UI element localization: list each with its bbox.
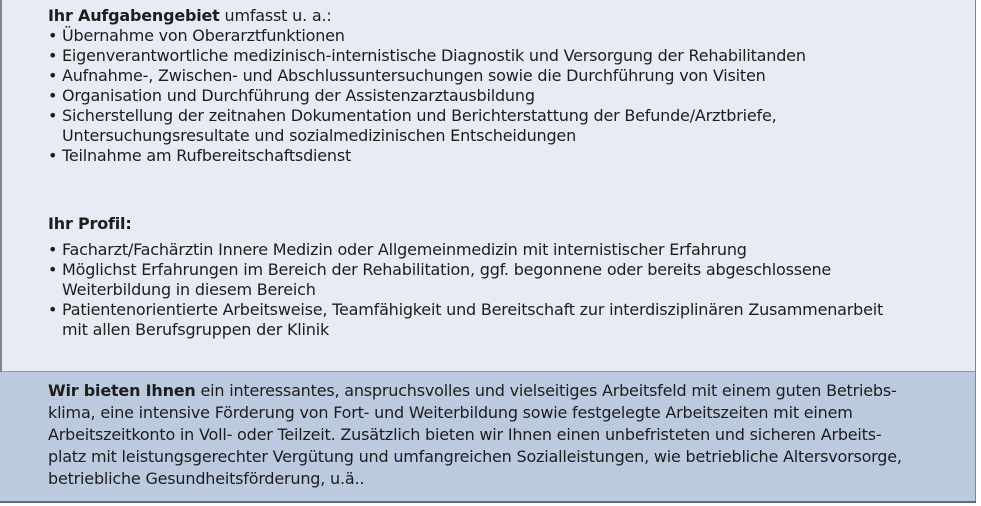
offer-line: klima, eine intensive Förderung von Fort- und Weiterbildung sowie festgelegte Arbeitszeiten mit einem (48, 403, 853, 422)
list-item (48, 260, 883, 300)
bullet-icon: • (48, 46, 58, 65)
list-item-line: Teilnahme am Rufbereitschaftsdienst (62, 146, 352, 165)
list-item-line: Übernahme von Oberarztfunktionen (62, 26, 345, 45)
bullet-icon: • (48, 240, 58, 259)
list-item (48, 146, 806, 166)
list-item-line: Organisation und Durchführung der Assistenzarztausbildung (62, 86, 535, 105)
list-item-line: Untersuchungsresultate und sozialmedizinischen Entscheidungen (62, 126, 577, 145)
list-item-line: Eigenverantwortliche medizinisch-internistische Diagnostik und Versorgung der Rehabilitanden (62, 46, 806, 65)
list-item-line: Aufnahme-, Zwischen- und Abschlussuntersuchungen sowie die Durchführung von Visiten (62, 66, 766, 85)
tasks-heading-rest: umfasst u. a.: (219, 6, 332, 25)
list-item (48, 86, 806, 106)
list-item-line: Patientenorientierte Arbeitsweise, Teamfähigkeit und Bereitschaft zur interdisziplinären Zusammenarbeit (62, 300, 884, 319)
profile-list (48, 240, 883, 340)
panel-left-border (0, 0, 2, 372)
list-item-line: Möglichst Erfahrungen im Bereich der Rehabilitation, ggf. begonnene oder bereits abgeschlossene (62, 260, 832, 279)
list-item (48, 26, 806, 46)
offer-line (48, 380, 940, 402)
list-item (48, 66, 806, 86)
list-item (48, 240, 883, 260)
list-item-line: mit allen Berufsgruppen der Klinik (62, 320, 330, 339)
offer-bold: Wir bieten Ihnen (48, 381, 196, 400)
tasks-heading (48, 6, 332, 26)
bullet-icon: • (48, 146, 58, 165)
tasks-list (48, 26, 806, 166)
offer-line-text: ein interessantes, anspruchsvolles und vielseitiges Arbeitsfeld mit einem guten Betriebs- (195, 381, 897, 400)
bullet-icon: • (48, 300, 58, 319)
tasks-heading-bold: Ihr Aufgabengebiet (48, 6, 220, 25)
list-item (48, 46, 806, 66)
list-item-line: Sicherstellung der zeitnahen Dokumentation und Berichterstattung der Befunde/Arztbriefe, (62, 106, 777, 125)
bottom-border (0, 501, 976, 503)
offer-line: platz mit leistungsgerechter Vergütung und umfangreichen Sozialleistungen, wie betriebliche Altersvorsorge, (48, 447, 902, 466)
offer-paragraph (48, 380, 940, 490)
profile-heading: Ihr Profil: (48, 214, 132, 233)
bullet-icon: • (48, 26, 58, 45)
offer-line: betriebliche Gesundheitsförderung, u.ä.. (48, 469, 365, 488)
bullet-icon: • (48, 86, 58, 105)
list-item (48, 106, 806, 146)
bullet-icon: • (48, 66, 58, 85)
list-item-line: Facharzt/Fachärztin Innere Medizin oder Allgemeinmedizin mit internistischer Erfahrung (62, 240, 747, 259)
list-item (48, 300, 883, 340)
list-item-line: Weiterbildung in diesem Bereich (62, 280, 316, 299)
bullet-icon: • (48, 260, 58, 279)
offer-line: Arbeitszeitkonto in Voll- oder Teilzeit. Zusätzlich bieten wir Ihnen einen unbefristeten und sicheren Arbeits- (48, 425, 882, 444)
bullet-icon: • (48, 106, 58, 125)
